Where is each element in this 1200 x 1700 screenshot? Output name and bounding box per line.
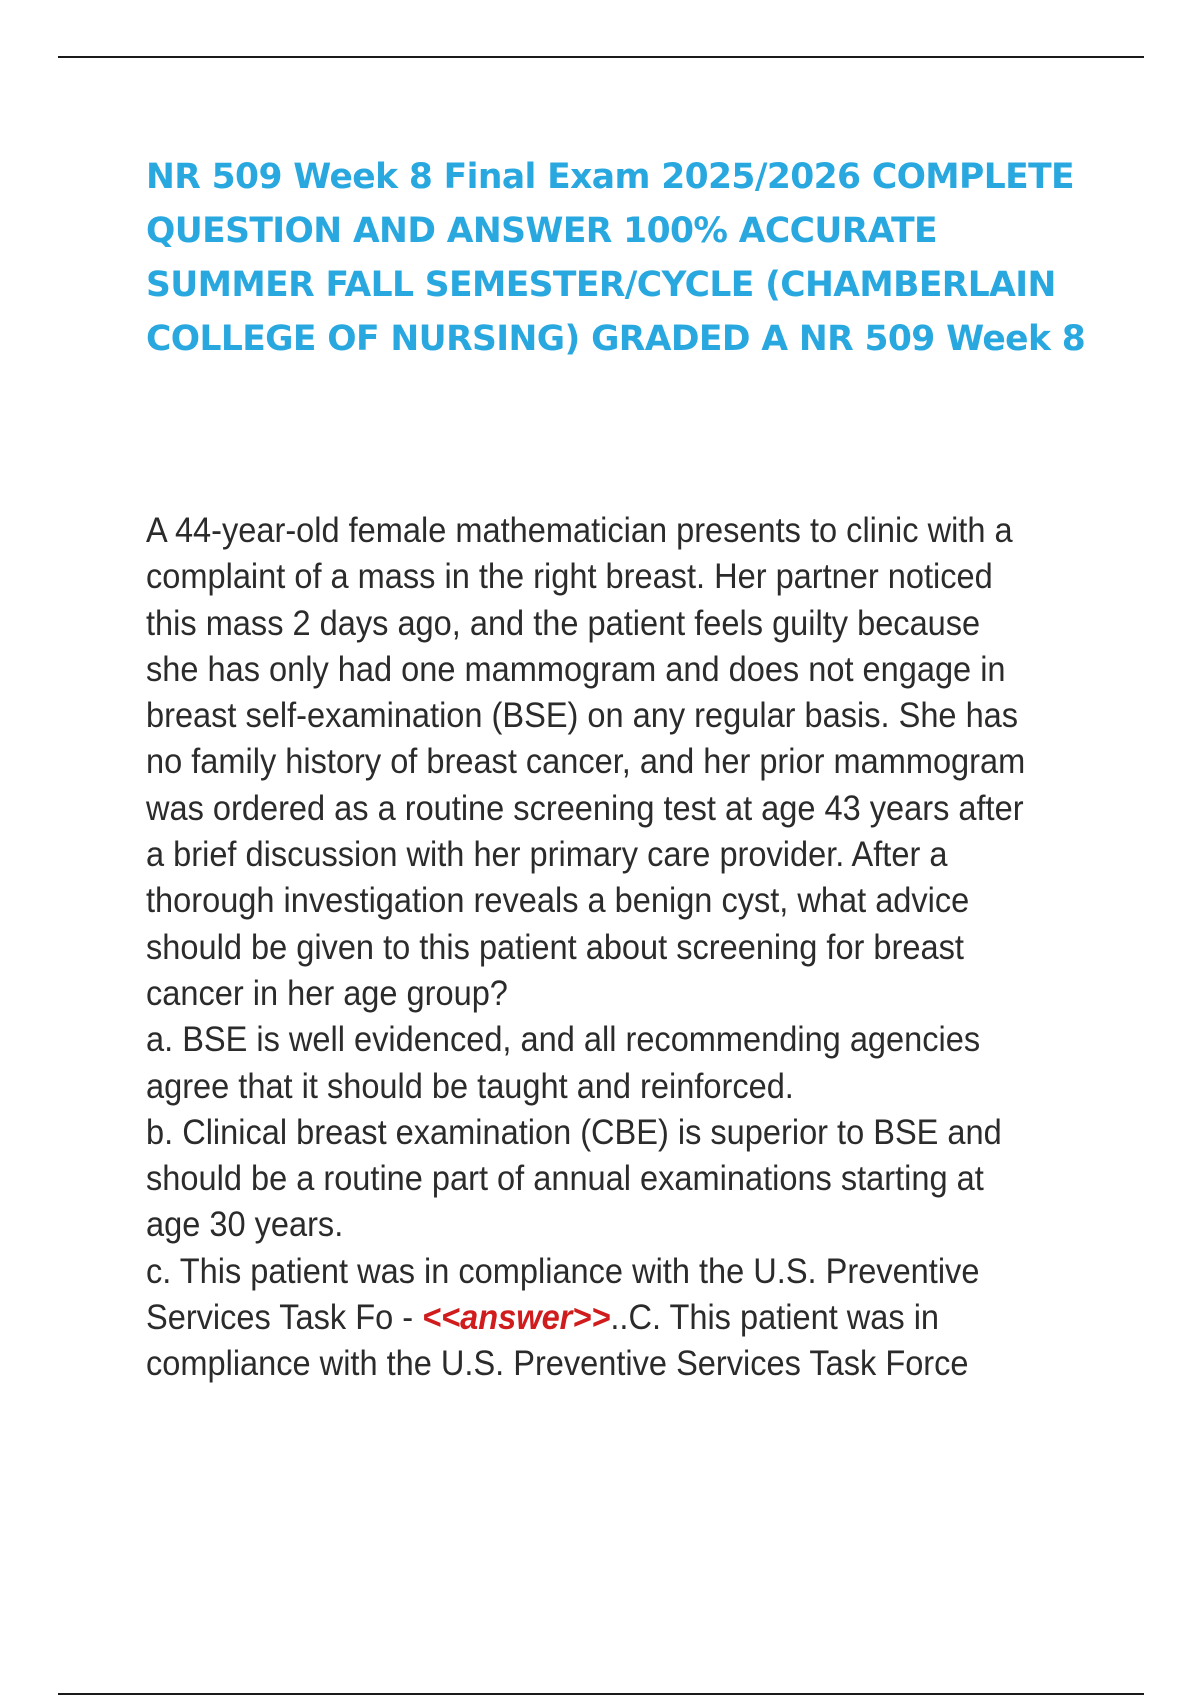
option-c-prefix: c. This patient was in compliance with the U.S. Preventive Services Task Fo - [146, 1251, 980, 1338]
top-rule [58, 56, 1144, 58]
bottom-rule [58, 1693, 1144, 1695]
option-a: a. BSE is well evidenced, and all recommending agencies agree that it should be taught and reinforced. [146, 1020, 981, 1106]
question-body [146, 508, 1039, 1388]
answer-tag: <<answer>> [422, 1298, 611, 1338]
question-text: A 44-year-old female mathematician presents to clinic with a complaint of a mass in the right breast. Her partner noticed this mass 2 days ago, and the patient feels guilty because she has only had one mammogram and does not engage in breast self-examination (BSE) on any regular basis. She has no family history of breast cancer, and her prior mammogram was ordered as a routine screening test at age 43 years after a brief discussion with her primary care provider. After a thorough investigation reveals a benign cyst, what advice should be given to this patient about screening for breast cancer in her age group? [146, 511, 1026, 1013]
option-c-with-answer [146, 1249, 1039, 1388]
option-b: b. Clinical breast examination (CBE) is superior to BSE and should be a routine part of annual examinations starting at age 30 years. [146, 1112, 1002, 1245]
document-title: NR 509 Week 8 Final Exam 2025/2026 COMPLETE QUESTION AND ANSWER 100% ACCURATE SUMMER FALL SEMESTER/CYCLE (CHAMBERLAIN COLLEGE OF NURSING) GRADED A NR 509 Week 8 [146, 157, 1086, 359]
answer-text: ..C. This patient was in compliance with the U.S. Preventive Services Task Force [146, 1298, 969, 1384]
